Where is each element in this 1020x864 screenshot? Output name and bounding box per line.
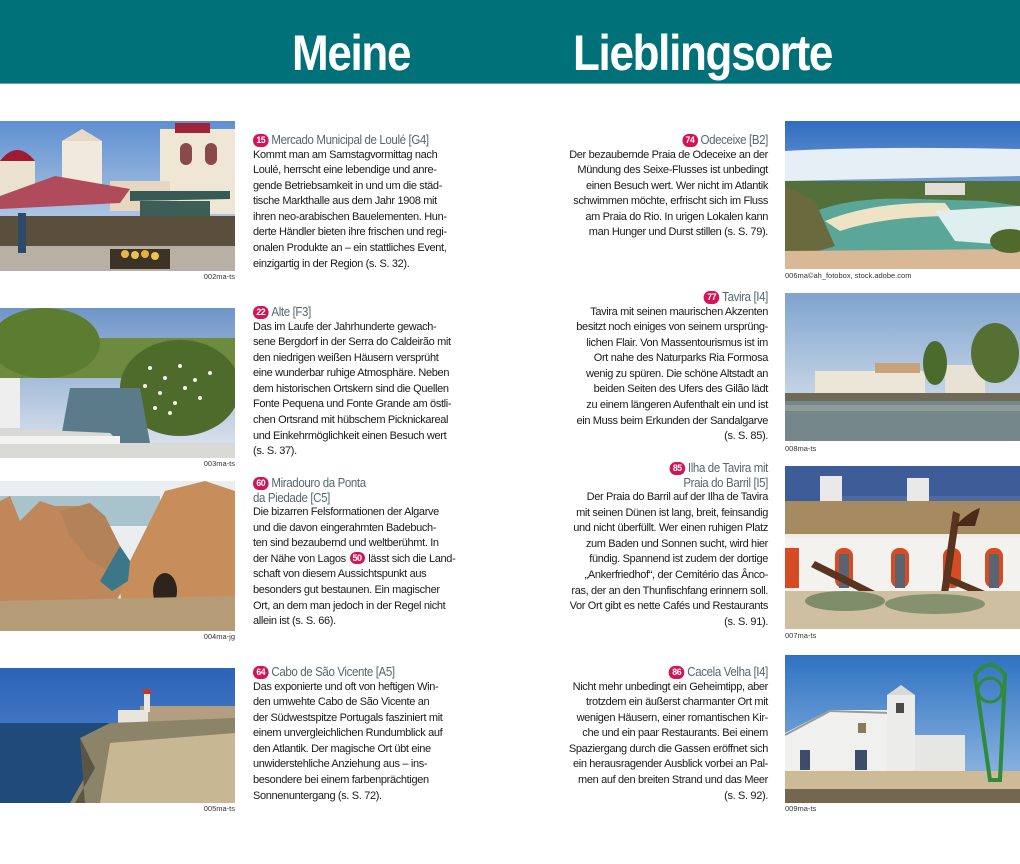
entry-title: 22 Alte [F3] (253, 305, 437, 320)
location-number-badge: 64 (253, 666, 269, 679)
photo-odeceixe-beach (785, 121, 1020, 269)
location-number-badge: 74 (682, 134, 698, 147)
photo-credit: 004ma-jg (203, 632, 235, 641)
entry-body: Der bezaubernde Praia de Odeceixe an der Mündung des Seixe-Flusses ist unbedingt einen Besuch wert. Wer nicht im Atlantik schwimmen möchte, erfrischt sich im Fluss am Praia do Rio. In urigen Lokalen kann man Hunger und Durst stillen (s. S. 79). (569, 148, 768, 239)
entry-title-line2: da Piedade [C5] (253, 490, 330, 505)
entry-mercado-loule (253, 133, 453, 272)
entry-body: Tavira mit seinen maurischen Akzenten besitzt noch einiges von seinem ursprüng- lichen Flair. Von Massentourismus ist im Ort nahe des Naturparks Ria Formosa wenig zu spüren. Die schöne Altstadt an beiden Seiten des Ufers des Gilão lädt zu einem längeren Aufenthalt ein und ist ein Muss beim Erkunden der Sandalgarve (s. S. 85). (576, 305, 768, 443)
entry-body: Kommt man am Samstagvormittag nach Loulé, herrscht eine lebendige und anre- gende Betriebsamkeit in und um die städ- tische Markthalle aus dem Jahr 1908 mit ihren neo-arabischen Bauelementen. Hun- derte Händler bieten ihre frischen und regi- onalen Produkte an – ein stattliches Event, einzigartig in der Region (s. S. 32). (253, 148, 447, 270)
photo-cabo-sao-vicente (0, 668, 235, 803)
entry-odeceixe (568, 133, 768, 241)
location-number-badge: 15 (253, 134, 269, 147)
photo-credit: 002ma-ts (203, 272, 235, 281)
photo-credit: 009ma-ts (785, 804, 817, 813)
entry-cabo-sao-vicente (253, 665, 453, 804)
photo-tavira-riverfront (785, 293, 1020, 441)
page-title-right: Lieblingsorte (573, 25, 833, 81)
entry-body: Nicht mehr unbedingt ein Geheimtipp, aber trotzdem ein äußerst charmanter Ort mit wenigen Häusern, einer romantischen Kir- che und ein paar Restaurants. Bei einem Spaziergang durch die Gassen eröffnet sich ein herausragender Ausblick vorbei an Pal- men auf den breiten Strand und das Meer (s. S. 92). (568, 680, 768, 802)
entry-body: Der Praia do Barril auf der Ilha de Tavira mit seinen Dünen ist lang, breit, feinsandig und nicht überfüllt. Wer einen ruhigen Platz zum Baden und Sonnen sucht, wird hier fündig. Spannend ist zudem der dortige „Ankerfriedhof“, der Cemitério das Ânco- ras, der an den Thunfischfang erinnern soll. Vor Ort gibt es nette Cafés und Restaurants (s. S. 91). (569, 491, 768, 628)
photo-credit: 006ma©ah_fotobox, stock.adobe.com (785, 271, 912, 280)
entry-body: Das im Laufe der Jahrhunderte gewach- sene Bergdorf in der Serra do Caldeirão mit den niedrigen weißen Häusern versprüht eine wunderbar ruhige Atmosphäre. Neben dem historischen Ortskern sind die Quellen Fonte Pequena und Fonte Grande am östli- chen Ortsrand mit hübschem Picknickareal und Einkehrmöglichkeit einen Besuch wert (s. S. 37). (253, 320, 452, 458)
photo-ponta-da-piedade (0, 481, 235, 631)
entry-title: 85 Ilha de Tavira mit (584, 461, 768, 476)
entry-ponta-da-piedade (253, 476, 456, 630)
entry-title: 86 Cacela Velha [I4] (584, 665, 768, 680)
entry-title: 15 Mercado Municipal de Loulé [G4] (253, 133, 437, 148)
entry-body: Das exponierte und oft von heftigen Win- den umwehte Cabo de São Vicente an der Südwestspitze Portugals fasziniert mit einem unvergleichlichen Rundumblick auf den Atlantik. Der magische Ort übt eine unwiderstehliche Anziehung aus – ins- besondere bei einem farbenprächtigen Sonnenuntergang (s. S. 72). (253, 680, 443, 802)
location-number-badge: 60 (253, 477, 269, 490)
entry-alte (253, 305, 453, 460)
entry-title: 64 Cabo de São Vicente [A5] (253, 665, 437, 680)
entry-ilha-de-tavira (568, 461, 768, 630)
entry-body: Die bizarren Felsformationen der Algarve und die davon eingerahmten Badebuch- ten sind bezaubernd und weltberühmt. In der Nähe von Lagos 50 lässt sich die Land- schaft von diesem Aussichtspunkt aus besonders gut bestaunen. Ein magischer Ort, an dem man jedoch in der Regel nicht allein ist (s. S. 66). (253, 506, 456, 628)
location-number-badge-inline: 50 (350, 552, 365, 564)
photo-cacela-velha-church (785, 655, 1020, 803)
entry-title: 74 Odeceixe [B2] (584, 133, 768, 148)
photo-alte-village (0, 308, 235, 458)
entry-title-line2: Praia do Barril [I5] (683, 475, 768, 490)
entry-tavira (568, 290, 768, 445)
entry-cacela-velha (568, 665, 768, 804)
page-title-left: Meine (292, 25, 411, 81)
photo-anchor-cemetery (785, 466, 1020, 629)
location-number-badge: 77 (704, 291, 720, 304)
location-number-badge: 85 (670, 462, 686, 475)
page-header (0, 0, 1020, 84)
photo-market-hall-loule (0, 121, 235, 271)
entry-title: 77 Tavira [I4] (584, 290, 768, 305)
photo-credit: 003ma-ts (203, 459, 235, 468)
entry-title: 60 Miradouro da Ponta (253, 476, 437, 491)
photo-credit: 005ma-ts (203, 804, 235, 813)
photo-credit: 008ma-ts (785, 444, 817, 453)
location-number-badge: 22 (253, 306, 269, 319)
location-number-badge: 86 (669, 666, 685, 679)
photo-credit: 007ma-ts (785, 631, 817, 640)
